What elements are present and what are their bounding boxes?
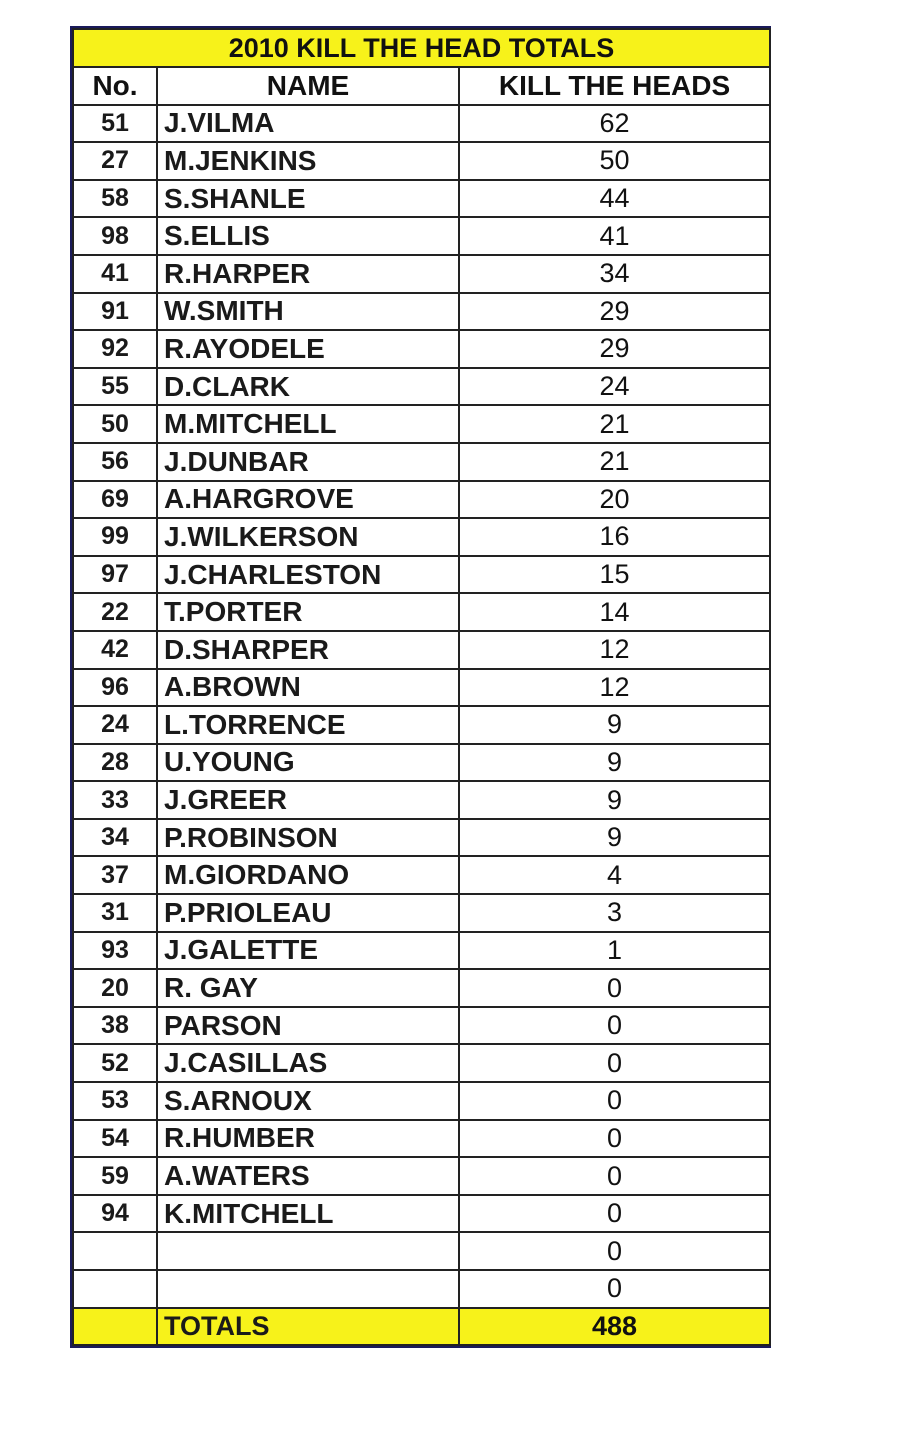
player-name: J.CHARLESTON [157, 556, 459, 594]
player-name: M.JENKINS [157, 142, 459, 180]
player-number: 55 [73, 368, 157, 406]
header-row [73, 67, 770, 105]
kill-count: 14 [459, 593, 770, 631]
player-name: P.PRIOLEAU [157, 894, 459, 932]
player-number: 41 [73, 255, 157, 293]
player-number: 52 [73, 1044, 157, 1082]
totals-table [72, 28, 771, 1346]
player-number: 42 [73, 631, 157, 669]
player-number: 56 [73, 443, 157, 481]
player-number: 97 [73, 556, 157, 594]
player-name: L.TORRENCE [157, 706, 459, 744]
player-number: 93 [73, 932, 157, 970]
player-name: J.DUNBAR [157, 443, 459, 481]
kill-count: 29 [459, 293, 770, 331]
player-name: A.HARGROVE [157, 481, 459, 519]
kill-count: 16 [459, 518, 770, 556]
player-name: M.GIORDANO [157, 856, 459, 894]
player-number [73, 1270, 157, 1308]
kill-count: 20 [459, 481, 770, 519]
player-name: T.PORTER [157, 593, 459, 631]
player-name [157, 1270, 459, 1308]
kill-count: 29 [459, 330, 770, 368]
kill-count: 3 [459, 894, 770, 932]
kill-count: 0 [459, 1270, 770, 1308]
player-name: S.ELLIS [157, 217, 459, 255]
table-row [73, 481, 770, 519]
table-row [73, 1157, 770, 1195]
table-row [73, 706, 770, 744]
kill-count: 9 [459, 744, 770, 782]
table-row [73, 556, 770, 594]
table-row [73, 142, 770, 180]
kill-count: 41 [459, 217, 770, 255]
player-name: R.AYODELE [157, 330, 459, 368]
table-row [73, 405, 770, 443]
kill-count: 9 [459, 819, 770, 857]
player-name: P.ROBINSON [157, 819, 459, 857]
player-number: 51 [73, 105, 157, 143]
player-name: J.GALETTE [157, 932, 459, 970]
table-row [73, 1120, 770, 1158]
table-row [73, 1007, 770, 1045]
table-row [73, 255, 770, 293]
player-name: D.SHARPER [157, 631, 459, 669]
player-name: PARSON [157, 1007, 459, 1045]
kill-count: 12 [459, 669, 770, 707]
kill-count: 12 [459, 631, 770, 669]
title-row [73, 29, 770, 67]
player-name: W.SMITH [157, 293, 459, 331]
kill-count: 15 [459, 556, 770, 594]
totals-row [73, 1308, 770, 1346]
kill-count: 44 [459, 180, 770, 218]
kill-count: 0 [459, 1232, 770, 1270]
kill-count: 0 [459, 1044, 770, 1082]
table-row [73, 1044, 770, 1082]
player-number: 59 [73, 1157, 157, 1195]
player-name: J.CASILLAS [157, 1044, 459, 1082]
table-row [73, 781, 770, 819]
kill-count: 62 [459, 105, 770, 143]
player-number: 58 [73, 180, 157, 218]
player-name [157, 1232, 459, 1270]
kill-count: 9 [459, 781, 770, 819]
table-row [73, 105, 770, 143]
player-number: 91 [73, 293, 157, 331]
kill-the-head-sheet [70, 26, 771, 1348]
column-header-name: NAME [157, 67, 459, 105]
table-row [73, 368, 770, 406]
table-row [73, 856, 770, 894]
kill-count: 0 [459, 1195, 770, 1233]
totals-value: 488 [459, 1308, 770, 1346]
kill-count: 9 [459, 706, 770, 744]
player-name: S.ARNOUX [157, 1082, 459, 1120]
table-row [73, 443, 770, 481]
table-row [73, 1195, 770, 1233]
player-number: 54 [73, 1120, 157, 1158]
player-name: J.WILKERSON [157, 518, 459, 556]
table-row [73, 593, 770, 631]
player-name: R.HARPER [157, 255, 459, 293]
kill-count: 0 [459, 969, 770, 1007]
player-number: 37 [73, 856, 157, 894]
kill-count: 0 [459, 1157, 770, 1195]
player-name: M.MITCHELL [157, 405, 459, 443]
player-number: 96 [73, 669, 157, 707]
table-row [73, 293, 770, 331]
table-row [73, 932, 770, 970]
player-number: 24 [73, 706, 157, 744]
player-number: 27 [73, 142, 157, 180]
player-name: R. GAY [157, 969, 459, 1007]
player-name: A.BROWN [157, 669, 459, 707]
table-row [73, 969, 770, 1007]
table-row [73, 669, 770, 707]
player-name: K.MITCHELL [157, 1195, 459, 1233]
player-number: 50 [73, 405, 157, 443]
kill-count: 0 [459, 1082, 770, 1120]
player-number: 38 [73, 1007, 157, 1045]
player-name: J.GREER [157, 781, 459, 819]
player-number: 98 [73, 217, 157, 255]
player-number: 28 [73, 744, 157, 782]
table-row [73, 1270, 770, 1308]
table-row [73, 819, 770, 857]
table-row [73, 180, 770, 218]
player-number: 69 [73, 481, 157, 519]
kill-count: 4 [459, 856, 770, 894]
column-header-kill-the-heads: KILL THE HEADS [459, 67, 770, 105]
player-number: 34 [73, 819, 157, 857]
kill-count: 34 [459, 255, 770, 293]
player-number [73, 1232, 157, 1270]
player-name: R.HUMBER [157, 1120, 459, 1158]
player-number: 33 [73, 781, 157, 819]
table-row [73, 631, 770, 669]
totals-number-cell [73, 1308, 157, 1346]
player-name: U.YOUNG [157, 744, 459, 782]
table-title: 2010 KILL THE HEAD TOTALS [73, 29, 770, 67]
totals-label: TOTALS [157, 1308, 459, 1346]
player-number: 31 [73, 894, 157, 932]
player-name: S.SHANLE [157, 180, 459, 218]
column-header-no: No. [73, 67, 157, 105]
kill-count: 24 [459, 368, 770, 406]
table-row [73, 518, 770, 556]
table-row [73, 1082, 770, 1120]
player-number: 22 [73, 593, 157, 631]
table-row [73, 1232, 770, 1270]
kill-count: 0 [459, 1007, 770, 1045]
player-number: 94 [73, 1195, 157, 1233]
player-name: A.WATERS [157, 1157, 459, 1195]
player-number: 20 [73, 969, 157, 1007]
table-row [73, 217, 770, 255]
player-number: 92 [73, 330, 157, 368]
table-row [73, 744, 770, 782]
kill-count: 21 [459, 405, 770, 443]
player-name: J.VILMA [157, 105, 459, 143]
player-number: 99 [73, 518, 157, 556]
table-row [73, 330, 770, 368]
player-name: D.CLARK [157, 368, 459, 406]
kill-count: 21 [459, 443, 770, 481]
table-row [73, 894, 770, 932]
player-number: 53 [73, 1082, 157, 1120]
kill-count: 50 [459, 142, 770, 180]
kill-count: 1 [459, 932, 770, 970]
kill-count: 0 [459, 1120, 770, 1158]
